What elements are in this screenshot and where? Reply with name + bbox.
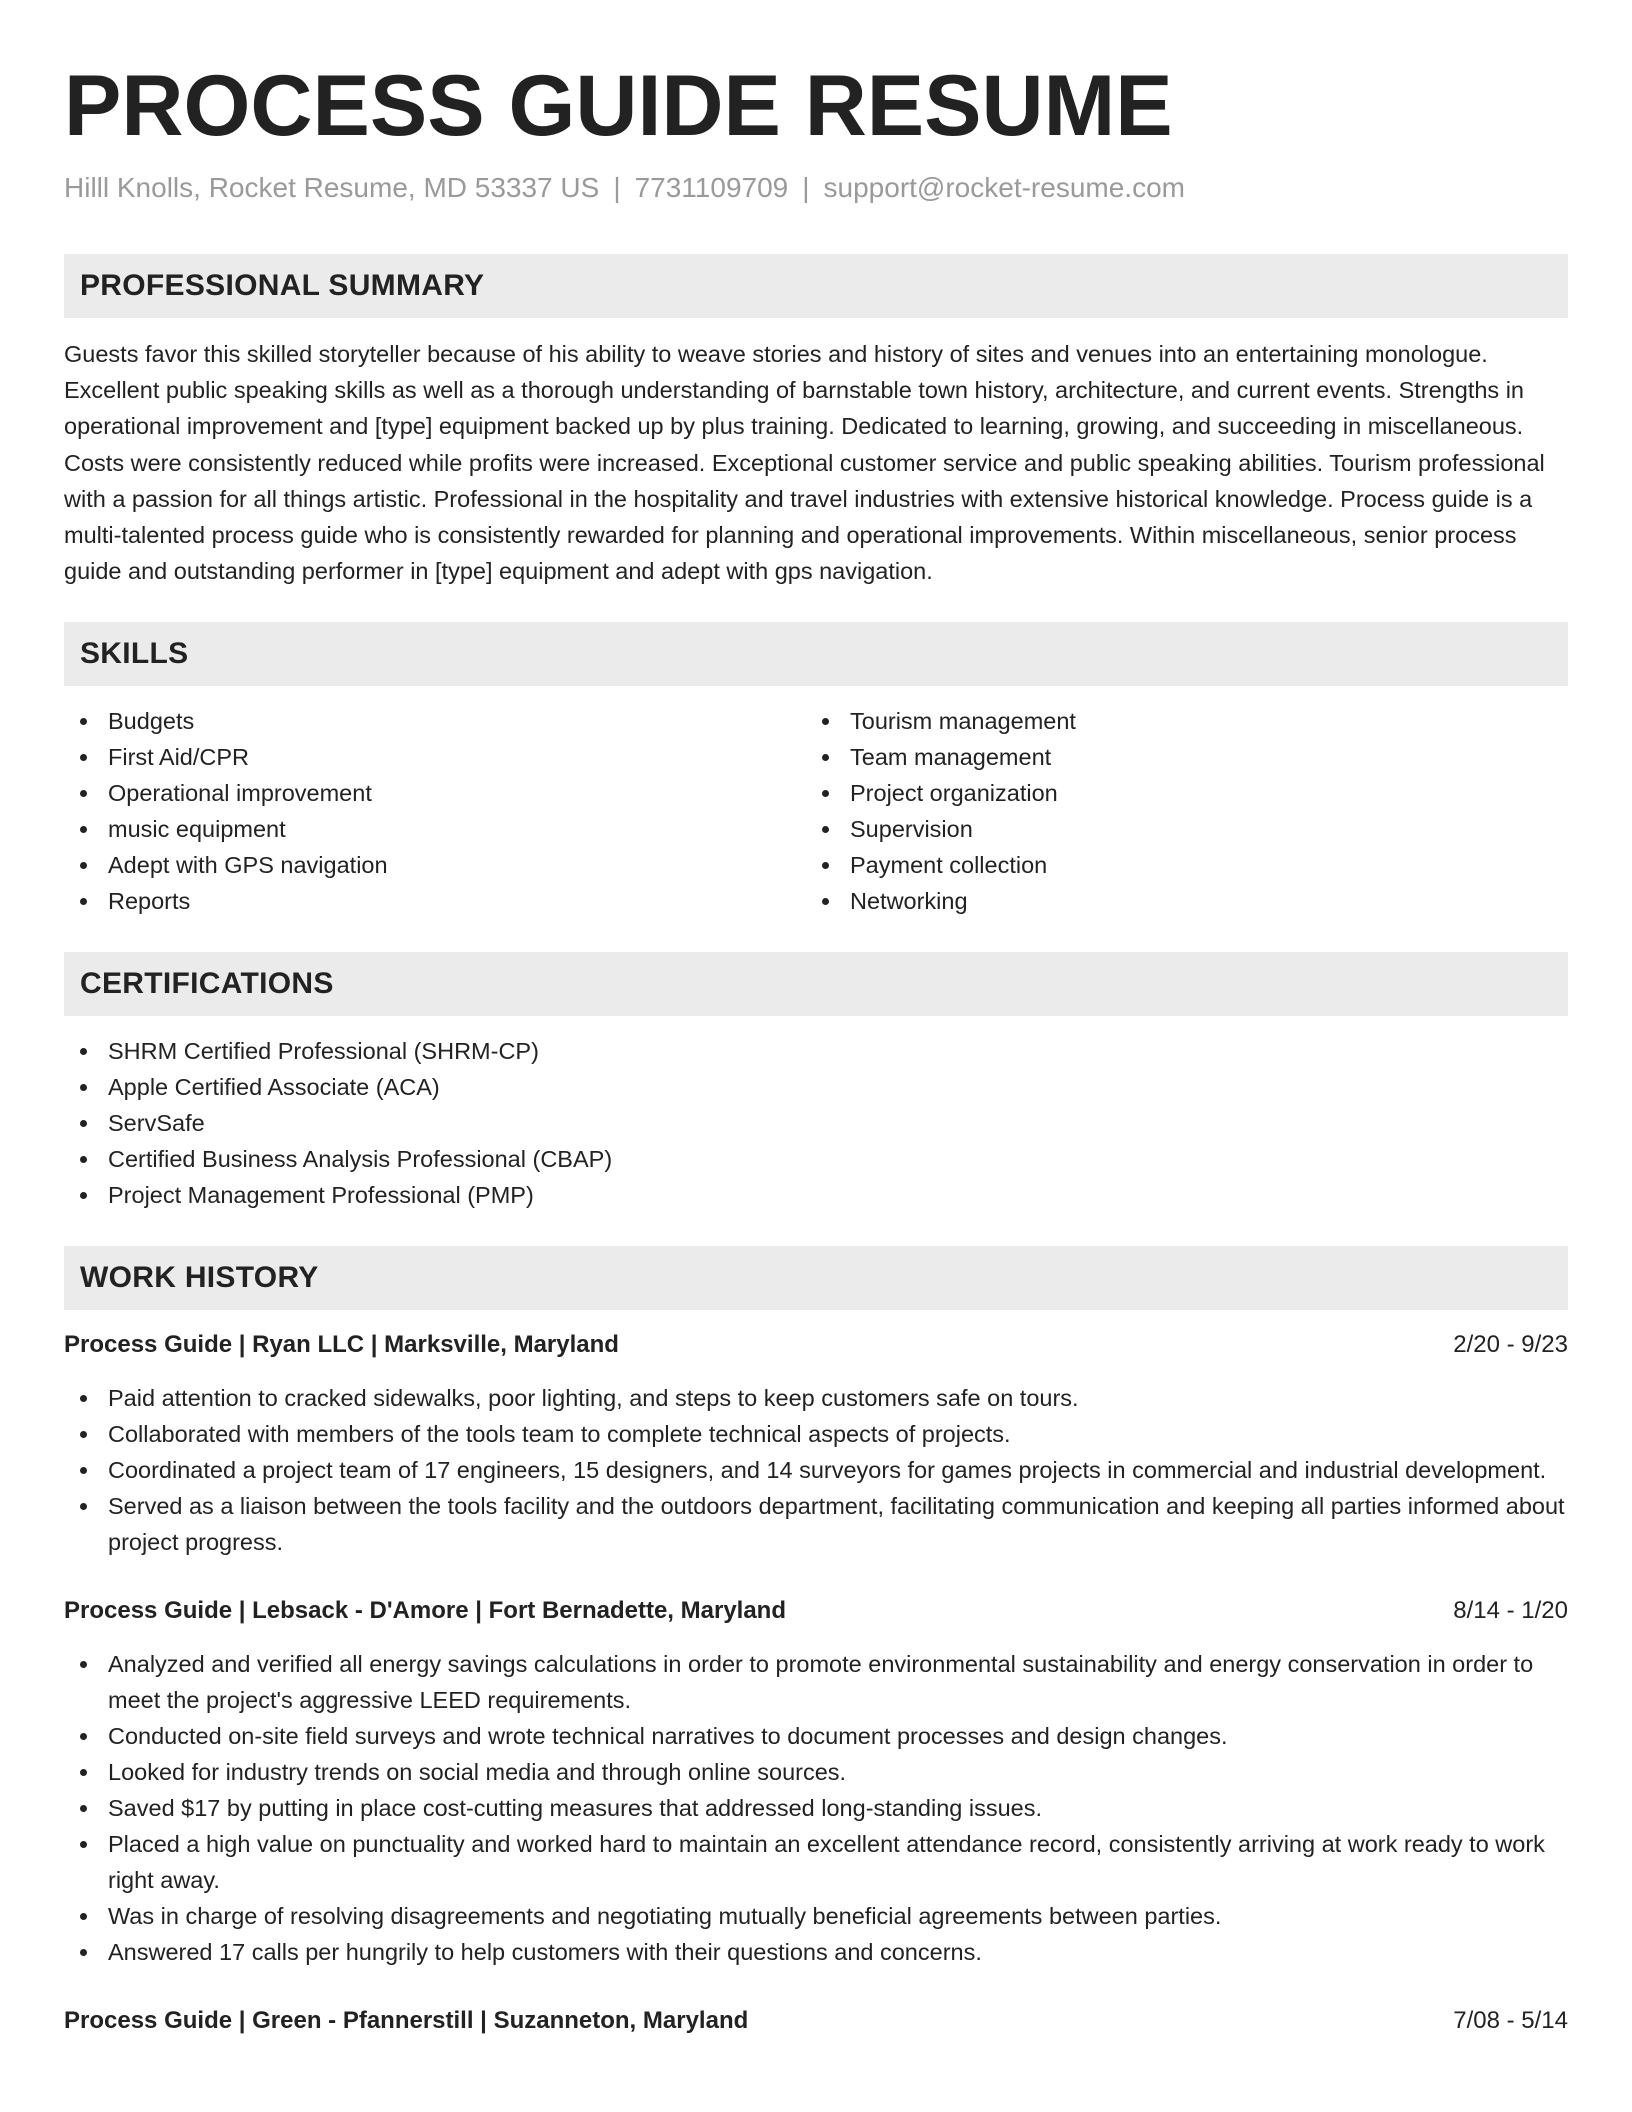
skill-item: Payment collection: [806, 847, 1548, 883]
certification-item: Project Management Professional (PMP): [64, 1177, 1568, 1213]
job-dates: 2/20 - 9/23: [1453, 1331, 1568, 1359]
skill-item: Adept with GPS navigation: [64, 847, 806, 883]
contact-email: support@rocket-resume.com: [823, 172, 1185, 203]
certification-item: SHRM Certified Professional (SHRM-CP): [64, 1033, 1568, 1069]
job-bullet: Looked for industry trends on social media and through online sources.: [64, 1754, 1568, 1790]
job-dates: 7/08 - 5/14: [1453, 2007, 1568, 2035]
skills-column-right: [806, 703, 1548, 919]
job-bullet: Was in charge of resolving disagreements and negotiating mutually beneficial agreements between parties.: [64, 1898, 1568, 1934]
job-bullets: [64, 1380, 1568, 1560]
job-header: [64, 2003, 1568, 2039]
job-bullet: Conducted on-site field surveys and wrote technical narratives to document processes and design changes.: [64, 1718, 1568, 1754]
job-title: Process Guide | Ryan LLC | Marksville, Maryland: [64, 1331, 619, 1359]
skills-heading: SKILLS: [64, 622, 1568, 686]
skill-item: Team management: [806, 739, 1548, 775]
contact-line: [64, 170, 1568, 206]
contact-separator: |: [613, 172, 621, 203]
job-header: [64, 1327, 1568, 1363]
job-title: Process Guide | Green - Pfannerstill | Suzanneton, Maryland: [64, 2007, 749, 2035]
skill-item: Budgets: [64, 703, 806, 739]
job-bullet: Answered 17 calls per hungrily to help customers with their questions and concerns.: [64, 1934, 1568, 1970]
skill-item: Supervision: [806, 811, 1548, 847]
job-title: Process Guide | Lebsack - D'Amore | Fort Bernadette, Maryland: [64, 1597, 787, 1625]
job-entry: [64, 1327, 1568, 1560]
skill-item: music equipment: [64, 811, 806, 847]
work-history-heading: WORK HISTORY: [64, 1246, 1568, 1310]
skill-item: Project organization: [806, 775, 1548, 811]
job-bullet: Paid attention to cracked sidewalks, poor lighting, and steps to keep customers safe on tours.: [64, 1380, 1568, 1416]
certification-item: Apple Certified Associate (ACA): [64, 1069, 1568, 1105]
contact-separator: |: [802, 172, 810, 203]
contact-phone: 7731109709: [634, 172, 789, 203]
job-header: [64, 1593, 1568, 1629]
job-bullet: Saved $17 by putting in place cost-cutting measures that addressed long-standing issues.: [64, 1790, 1568, 1826]
page-title: PROCESS GUIDE RESUME: [64, 58, 1173, 154]
job-bullet: Collaborated with members of the tools team to complete technical aspects of projects.: [64, 1416, 1568, 1452]
resume-page: [64, 56, 1568, 2039]
job-bullet: Analyzed and verified all energy savings calculations in order to promote environmental sustainability and energy conservation in order to meet the project's aggressive LEED requirements.: [64, 1646, 1568, 1718]
skills-grid: [64, 703, 1568, 919]
contact-address: Hilll Knolls, Rocket Resume, MD 53337 US: [64, 172, 600, 203]
job-entry: [64, 1593, 1568, 1970]
certification-item: ServSafe: [64, 1105, 1568, 1141]
skills-column-left: [64, 703, 806, 919]
skill-item: Tourism management: [806, 703, 1548, 739]
summary-text: Guests favor this skilled storyteller because of his ability to weave stories and history of sites and venues into an entertaining monologue. Excellent public speaking skills as well as a thorough understanding of barnstable town history, architecture, and current events. Strengths in operational improvement and [type] equipment backed up by plus training. Dedicated to learning, growing, and succeeding in miscellaneous. Costs were consistently reduced while profits were increased. Exceptional customer service and public speaking abilities. Tourism professional with a passion for all things artistic. Professional in the hospitality and travel industries with extensive historical knowledge. Process guide is a multi-talented process guide who is consistently rewarded for planning and operational improvements. Within miscellaneous, senior process guide and outstanding performer in [type] equipment and adept with gps navigation.: [64, 341, 1545, 585]
skill-item: Networking: [806, 883, 1548, 919]
job-bullets: [64, 1646, 1568, 1970]
certification-item: Certified Business Analysis Professional (CBAP): [64, 1141, 1568, 1177]
job-bullet: Served as a liaison between the tools facility and the outdoors department, facilitating communication and keeping all parties informed about project progress.: [64, 1488, 1568, 1560]
skill-item: Reports: [64, 883, 806, 919]
summary-heading: PROFESSIONAL SUMMARY: [64, 254, 1568, 318]
job-entry: [64, 2003, 1568, 2039]
job-bullet: Placed a high value on punctuality and worked hard to maintain an excellent attendance record, consistently arriving at work ready to work right away.: [64, 1826, 1568, 1898]
skills-list-right: [806, 703, 1548, 919]
skill-item: First Aid/CPR: [64, 739, 806, 775]
skills-list-left: [64, 703, 806, 919]
skill-item: Operational improvement: [64, 775, 806, 811]
job-bullet: Coordinated a project team of 17 engineers, 15 designers, and 14 surveyors for games projects in commercial and industrial development.: [64, 1452, 1568, 1488]
certifications-heading: CERTIFICATIONS: [64, 952, 1568, 1016]
certifications-list: [64, 1033, 1568, 1213]
job-dates: 8/14 - 1/20: [1453, 1597, 1568, 1625]
